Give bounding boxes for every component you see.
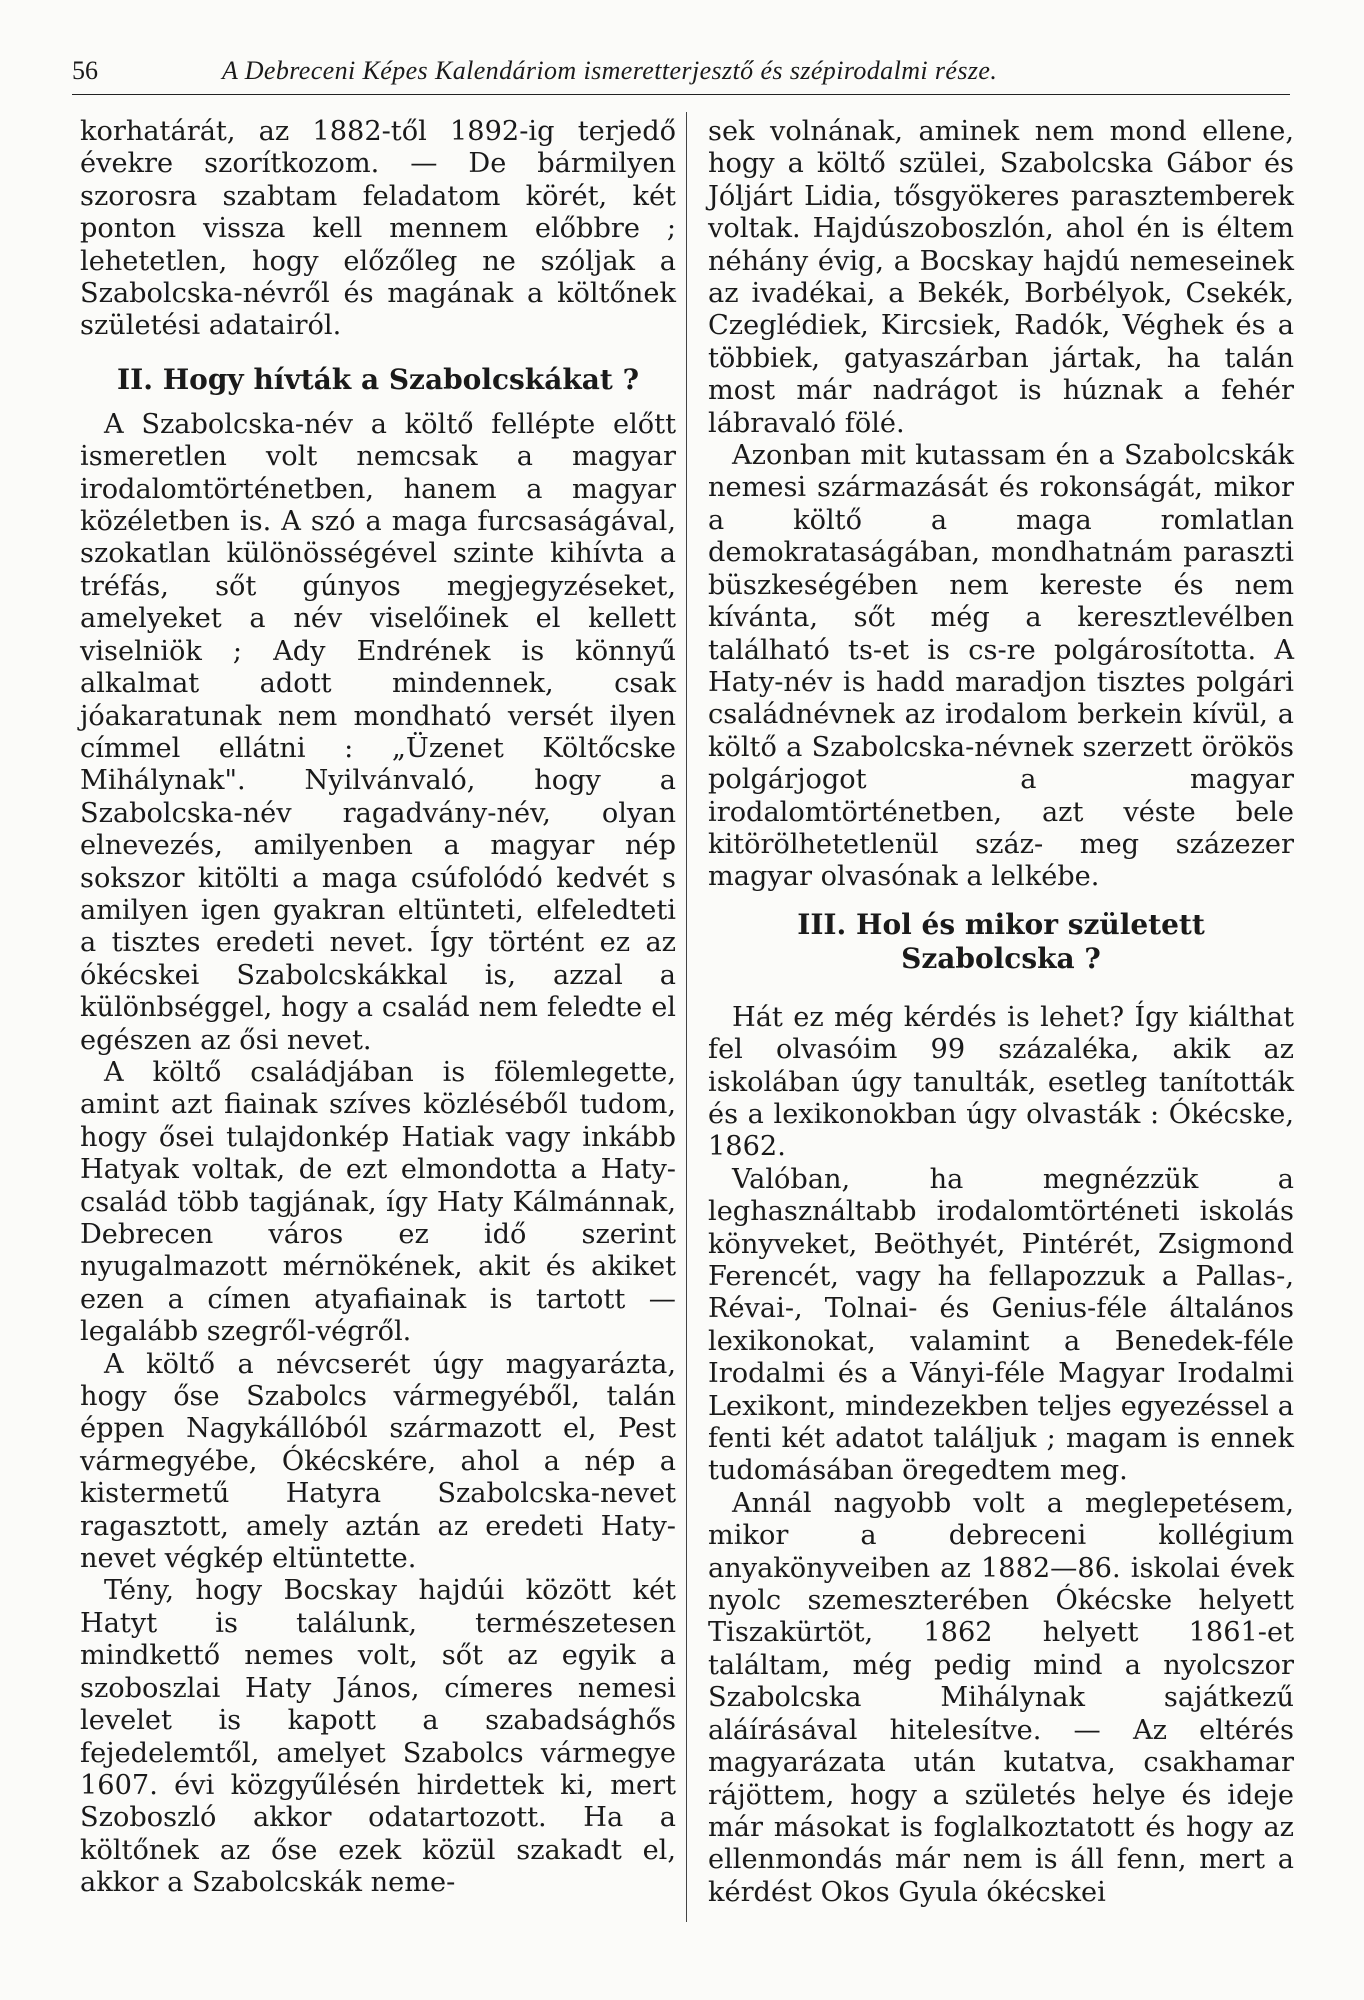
column-divider: [686, 112, 687, 1922]
paragraph: Hát ez még kérdés is lehet? Így kiálthat fel olvasóim 99 százaléka, akik az iskolában úgy tanulták, esetleg tanították és a lexikonokban úgy olvasták : Ókécske, 1862.: [708, 1001, 1294, 1163]
paragraph: Tény, hogy Bocskay hajdúi között két Hatyt is találunk, természetesen mindkettő nemes volt, sőt az egyik a szoboszlai Haty János, címeres nemesi levelet is kapott a szabadsághős fejedelemtől, amelyet Szabolcs vármegye 1607. évi közgyűlésén hirdettek ki, mert Szoboszló akkor odatartozott. Ha a költőnek az őse ezek közül szakadt el, akkor a Szabolcskák neme-: [80, 1575, 676, 1899]
paragraph: sek volnának, aminek nem mond ellene, hogy a költő szülei, Szabolcska Gábor és Jóljárt Lidia, tősgyökeres parasztemberek voltak. Hajdúszoboszlón, ahol én is éltem néhány évig, a Bocskay hajdú nemeseinek az ivadékai, a Bekék, Borbélyok, Csekék, Czeglédiek, Kircsiek, Radók, Véghek és a többiek, gatyaszárban jártak, ha talán most már nadrágot is húznak a fehér lábravaló fölé.: [708, 116, 1294, 439]
right-column: [708, 116, 1294, 1909]
paragraph: korhatárát, az 1882-től 1892-ig terjedő évekre szorítkozom. — De bármilyen szorosra szabtam feladatom körét, két ponton vissza kell mennem előbbre ; lehetetlen, hogy előzőleg ne szóljak a Szabolcska-névről és magának a költőnek születési adatairól.: [80, 116, 676, 342]
section-heading-3: III. Hol és mikor született Szabolcska ?: [797, 907, 1205, 975]
section-heading-2: II. Hogy hívták a Szabolcskákat ?: [117, 362, 639, 396]
paragraph: Annál nagyobb volt a meglepetésem, mikor a debreceni kollégium anyakönyveiben az 1882—86. iskolai évek nyolc szemeszterében Ókécske helyett Tiszakürtöt, 1862 helyett 1861-et találtam, még pedig mind a nyolcszor Szabolcska Mihálynak sajátkezű aláírásával hitelesítve. — Az eltérés magyarázata után kutatva, csakhamar rájöttem, hogy a születés helye és ideje már másokat is foglalkoztatott és hogy az ellenmondás már nem is áll fenn, mert a kérdést Okos Gyula ókécskei: [708, 1487, 1294, 1908]
paragraph: A Szabolcska-név a költő fellépte előtt ismeretlen volt nemcsak a magyar irodalomtörténetben, hanem a magyar közéletben is. A szó a maga furcsaságával, szokatlan különösségével szinte kihívta a tréfás, sőt gúnyos megjegyzéseket, amelyeket a név viselőinek el kellett viselniök ; Ady Endrének is könnyű alkalmat adott mindennek, csak jóakaratunak nem mondható versét ilyen címmel ellátni : „Üzenet Költőcske Mihálynak". Nyilvánvaló, hogy a Szabolcska-név ragadvány-név, olyan elnevezés, amilyenben a magyar nép sokszor kitölti a maga csúfolódó kedvét s amilyen igen gyakran eltünteti, elfeledteti a tisztes eredeti nevet. Így történt ez az ókécskei Szabolcskákkal is, azzal a különbséggel, hogy a család nem feledte el egészen az ősi nevet.: [80, 408, 676, 1056]
page-number: 56: [72, 56, 98, 85]
running-title: A Debreceni Képes Kalendáriom ismeretterjesztő és szépirodalmi része.: [222, 56, 998, 85]
paragraph: Azonban mit kutassam én a Szabolcskák nemesi származását és rokonságát, mikor a költő a maga romlatlan demokrataságában, mondhatnám paraszti büszkeségében nem kereste és nem kívánta, sőt még a keresztlevélben található ts-et is cs-re polgárosította. A Haty-név is hadd maradjon tisztes polgári családnévnek az irodalom berkein kívül, a költő a Szabolcska-névnek szerzett örökös polgárjogot a magyar irodalomtörténetben, azt véste bele kitörölhetetlenül száz- meg százezer magyar olvasónak a lelkébe.: [708, 440, 1294, 893]
running-header: [72, 50, 1290, 95]
paragraph: Valóban, ha megnézzük a leghasználtabb irodalomtörténeti iskolás könyveket, Beöthyét, Pintérét, Zsigmond Ferencét, vagy ha fellapozzuk a Pallas-, Révai-, Tolnai- és Genius-féle általános lexikonokat, valamint a Benedek-féle Irodalmi és a Ványi-féle Magyar Irodalmi Lexikont, mindezekben teljes egyezéssel a fenti két adatot találjuk ; magam is ennek tudomásában öregedtem meg.: [708, 1163, 1294, 1487]
paragraph: A költő családjában is fölemlegette, amint azt fiainak szíves közléséből tudom, hogy ősei tulajdonkép Hatiak vagy inkább Hatyak voltak, de ezt elmondotta a Haty-család több tagjának, így Haty Kálmánnak, Debrecen város ez idő szerint nyugalmazott mérnökének, akit és akiket ezen a címen atyafiainak is tartott — legalább szegről-végről.: [80, 1056, 676, 1348]
paragraph: A költő a névcserét úgy magyarázta, hogy őse Szabolcs vármegyéből, talán éppen Nagykállóból származott el, Pest vármegyébe, Ókécskére, ahol a nép a kistermetű Hatyra Szabolcska-nevet ragasztott, amely aztán az eredeti Haty-nevet végkép eltüntette.: [80, 1348, 676, 1575]
left-column: [80, 116, 676, 1900]
